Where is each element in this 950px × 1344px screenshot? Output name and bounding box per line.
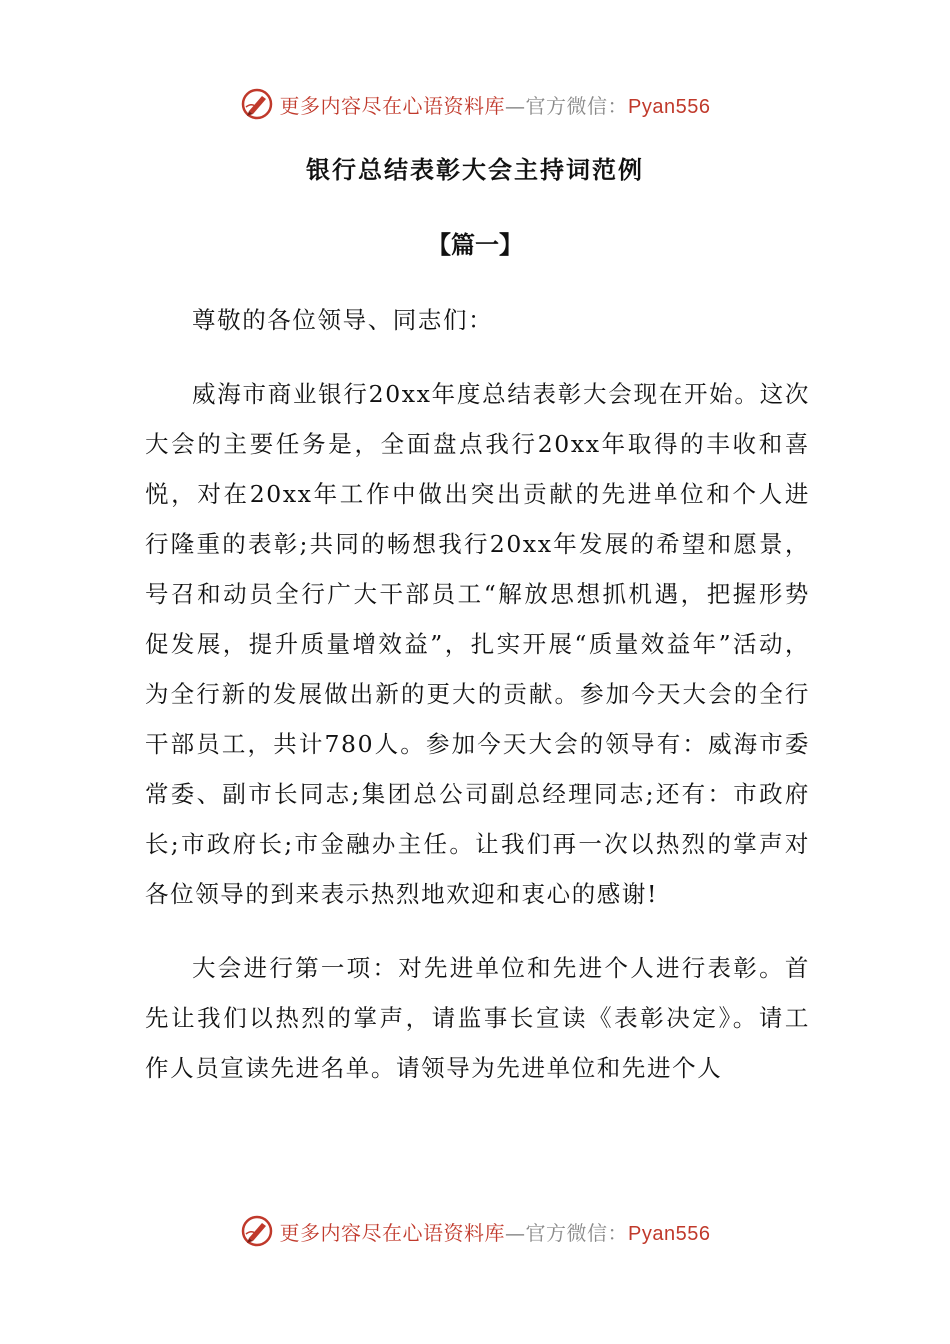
banner-wechat-id: Pyan556 [628, 95, 711, 118]
paragraph-salutation: 尊敬的各位领导、同志们： [192, 306, 494, 334]
banner-wechat-label: 官方微信： [525, 1220, 629, 1245]
pen-logo-icon [240, 1214, 274, 1248]
banner-dash: — [505, 93, 526, 118]
banner-slogan: 更多内容尽在心语资料库 [279, 1220, 506, 1245]
pen-logo-icon [240, 87, 274, 121]
banner-dash: — [505, 1220, 526, 1245]
banner-wechat-id: Pyan556 [628, 1222, 711, 1245]
paragraph-item-one: 大会进行第一项：对先进单位和先进个人进行表彰。首先让我们以热烈的掌声，请监事长宣读《表彰决定》。请工作人员宣读先进名单。请领导为先进单位和先进个人 [145, 954, 810, 1082]
header-banner [0, 82, 950, 126]
banner-wechat-label: 官方微信： [525, 93, 629, 118]
page-title: 银行总结表彰大会主持词范例 [306, 156, 644, 184]
footer-banner-text [280, 1217, 711, 1246]
section-label: 【篇一】 [427, 231, 523, 259]
header-banner-text [280, 90, 711, 119]
document-body [145, 295, 810, 1117]
footer-banner [0, 1209, 950, 1253]
paragraph-opening: 威海市商业银行20xx年度总结表彰大会现在开始。这次大会的主要任务是，全面盘点我行20xx年取得的丰收和喜悦，对在20xx年工作中做出突出贡献的先进单位和个人进行隆重的表彰;共同的畅想我行20xx年发展的希望和愿景，号召和动员全行广大干部员工“解放思想抓机遇，把握形势促发展，提升质量增效益”，扎实开展“质量效益年”活动，为全行新的发展做出新的更大的贡献。参加今天大会的全行干部员工，共计780人。参加今天大会的领导有：威海市委常委、副市长同志;集团总公司副总经理同志;还有：市政府长;市政府长;市金融办主任。让我们再一次以热烈的掌声对各位领导的到来表示热烈地欢迎和衷心的感谢! [145, 380, 810, 908]
banner-slogan: 更多内容尽在心语资料库 [279, 93, 506, 118]
